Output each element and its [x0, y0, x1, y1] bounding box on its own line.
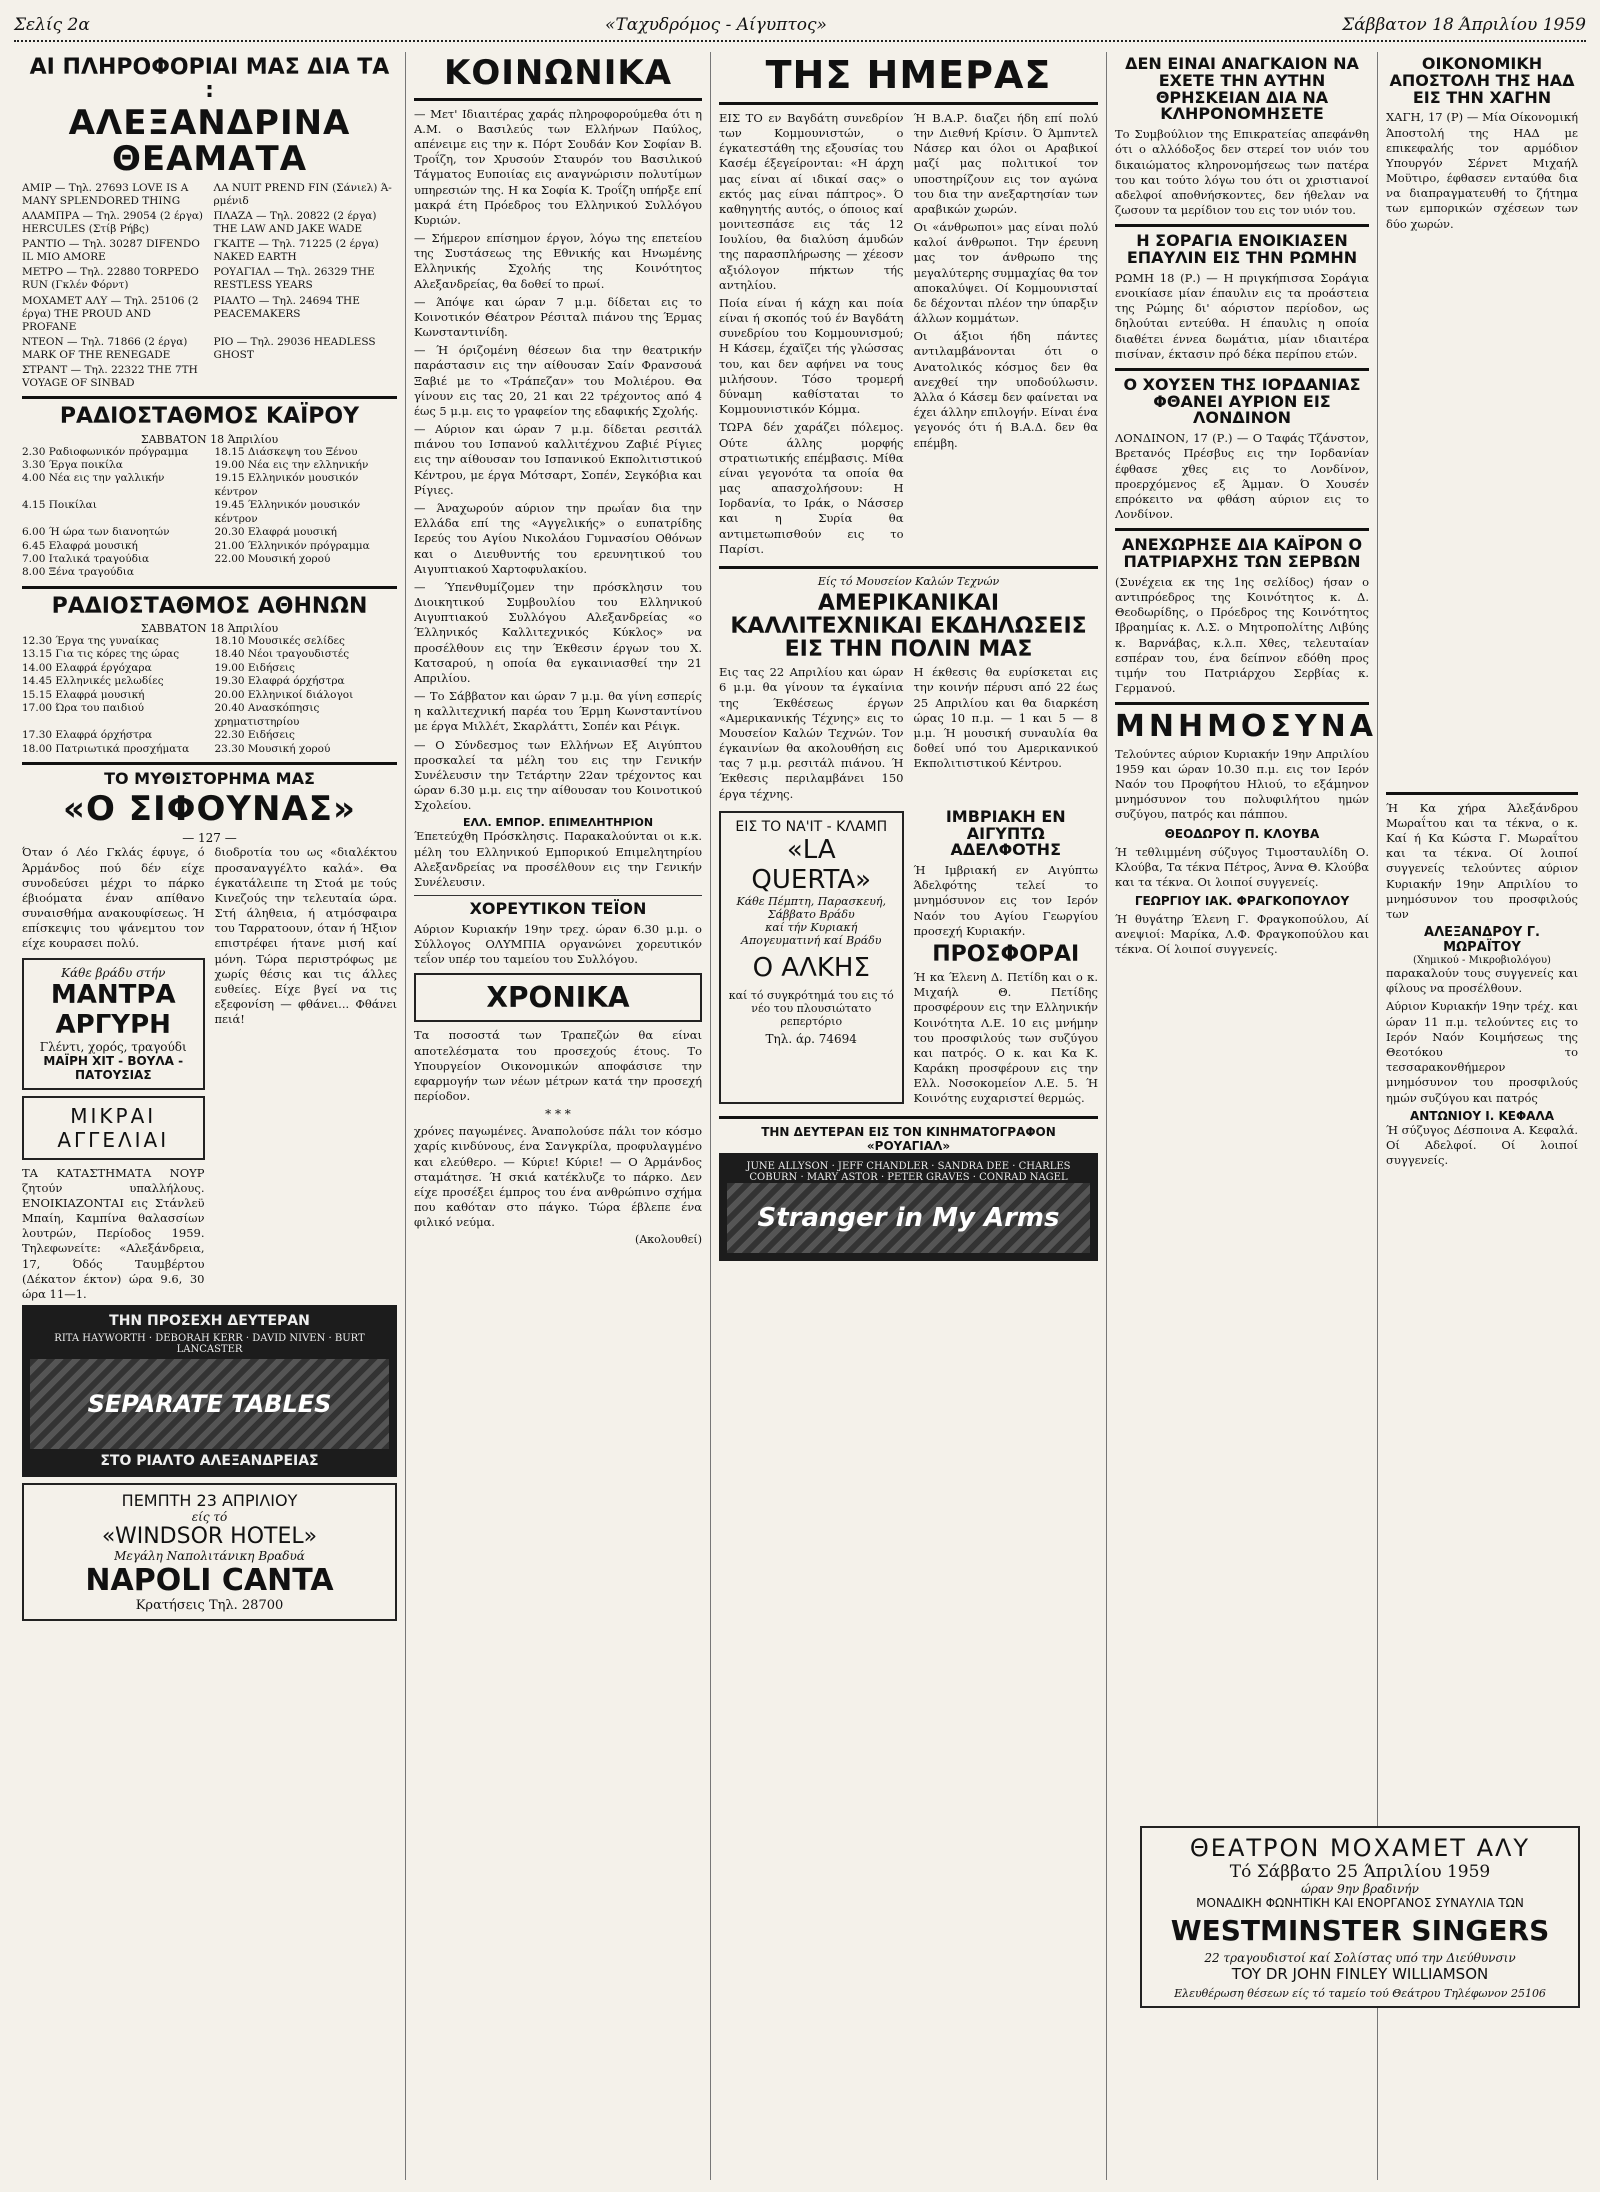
radio-cairo-schedule [22, 446, 397, 580]
classifieds-box [22, 1096, 205, 1160]
social-item: — Μετ' Ιδιαιτέρας χαράς πληροφορούμεθα ότι η Α.Μ. ο Βασιλεύς των Ελλήνων Παύλος, απένειμε εις την κ. Πόρτ Σουδάν Κον Σοφίαν Β. Τροΐζη, τον Χρυσούν Σταυρόν του Βασιλικού Τάγματος Ευποιίας εις αναγνώρισιν πολυτίμων υπηρεσιών της. Η κα Σοφία Κ. Τροΐζη υπήρξε επί μακρά έτη Πρόεδρος του Ελληνικού Συλλόγου Κυριών. [414, 106, 702, 227]
westminster-ad [1140, 1826, 1580, 2008]
memorial-sign: Ή θυγάτηρ Έλενη Γ. Φραγκοπούλου, Αί ανεψιοί: Μαρίκα, Λ.Φ. Φραγκοπούλου και τέκνα. Οί λοιποί συγγενείς. [1115, 912, 1369, 957]
thrisk-title: ΔΕΝ ΕΙΝΑΙ ΑΝΑΓΚΑΙΟΝ ΝΑ ΕΧΕΤΕ ΤΗΝ ΑΥΤΗΝ ΘΡΗΣΚΕΙΑΝ ΔΙΑ ΝΑ ΚΛΗΡΟΝΟΜΗΣΕΤΕ [1125, 54, 1359, 124]
theatre-director: TOY DR JOHN FINLEY WILLIAMSON [1231, 1965, 1489, 1983]
schedule-item: 18.15 Διάσκεψη του Ξένου [214, 445, 358, 458]
schedule-item: 18.00 Πατριωτικά προσχήματα [22, 742, 190, 755]
editorial-text: ΕΙΣ ΤΟ εν Βαγδάτη συνεδρίον των Κομμουνιστών, ο έγκατεστάθη της εξουσίας του Κασέμ έξεγείρονται: «Η άρχη μας είναι αί ιδικαί σας» ο εκτός μας είναι πάπτρος». Ό καθηγητής αυτός, ο όποιος καί μονιτεσπάσε εις τάς 12 Ιουλίου, θα διαλύση άμυδών της παρασπλήρωσης — χέεοσν αξιόλογον πήκτων τής αντηλίου. [719, 110, 904, 292]
natt-head: ΕΙΣ ΤΟ ΝΑ'ΙΤ - ΚΛΑΜΠ [735, 818, 888, 835]
social-item: — Ο Σύνδεσμος των Ελλήνων Εξ Αιγύπτου προσκαλεί τα μέλη του εις την Γενικήν Συνέλευσιν την Τετάρτην 22αν τρέχοντος και ώραν 6.30 μ.μ. εις την αίθουσαν του Κοινοτικού Σχολείου. [414, 737, 702, 813]
classifieds-title-2: ΑΓΓΕΛΙΑΙ [57, 1127, 170, 1152]
offers-text: Ή κα Έλενη Δ. Πετίδη και ο κ. Μιχαήλ Θ. Πετίδης προσφέρουν εις την Ελληνικήν Κοινότητα Λ.Ε. 10 εις μνήμην του προσφιλούς των συζύγου και πατρός. Ο κ. και Κα Κ. Καράκη προσφέρουν εις την Ελλ. Νοσοκομείον Λ.Ε. 5. Ή Κοινότης ευχαριστεί θερμώς. [913, 970, 1098, 1106]
memorial-text: Αύριον Κυριακήν 19ην τρέχ. και ώραν 11 π.μ. τελούντες εις το Ιερόν Ναόν Κοιμήσεως της Θεοτόκου το τεσσαρακονθήμερον μνημόσυνον του προσφιλούς ημών συζύγου και πατρός [1386, 999, 1578, 1105]
imvrianiki-text: Ή Ιμβριακή εν Αιγύπτω Άδελφότης τελεί το μνημόσυνον εις τον Ιερόν Ναόν του Αγίου Γεωργίου προσεχή Κυριακήν. [913, 863, 1098, 938]
memorial-sign: Ή τεθλιμμένη σύζυγος Τιμοσταυλίδη Ο. Κλούβα, Τα τέκνα Πέτρος, Άννα Θ. Κλούβα και τα τέκνα. Οι λοιποί συγγενείς. [1115, 844, 1369, 889]
apostle-text: ΧΑΓΗ, 17 (Ρ) — Μία Οίκονομική Άποστολή της ΗΑΔ με επικεφαλής τον αρμόδιον Υπουργόν Σέρνετ Μιχαήλ Μοϋτιρο, έφθασεν ενταύθα δια να διαπραγματευθή το ζήτημα των εμπορικών σχέσεων των δύο χωρών. [1386, 110, 1578, 231]
social-item: — Άναχωρούν αύριον την πρωΐαν δια την Ελλάδα επί της «Αγγελικής» ο ευπατρίδης Ιερεύς του Αγίου Νικολάου Γυμνασίου Οθόνων και ο Διευθυντής του ερευνητικού του Αιγυπτιακού Χαρτοφυλακίου. [414, 500, 702, 576]
patriarch-title: ΑΝΕΧΩΡΗΣΕ ΔΙΑ ΚΑΪΡΟΝ Ο ΠΑΤΡΙΑΡΧΗΣ ΤΩΝ ΣΕΡΒΩΝ [1121, 535, 1363, 572]
theatre-sub: 22 τραγουδιστοί καί Σολίστας υπό την Διεύθυνσιν [1204, 1951, 1516, 1965]
schedule-item: 22.30 Ειδήσεις [214, 729, 295, 742]
hussein-title: Ο ΧΟΥΣΕΝ ΤΗΣ ΙΟΡΔΑΝΙΑΣ ΦΘΑΝΕΙ ΑΥΡΙΟΝ ΕΙΣ ΛΟΝΔΙΝΟΝ [1123, 374, 1361, 428]
ad-next-monday: ΤΗΝ ΠΡΟΣΕΧΗ ΔΕΥΤΕΡΑΝ [109, 1313, 310, 1330]
social-title: ΚΟΙΝΩΝΙΚΑ [443, 53, 673, 93]
editorial-text: ΤΩΡΑ δέν χαράζει πόλεμος. Ούτε άλλης μορφής στρατιωτικής επέμβασις. Μίθα είναι γεγονότα τα οποία θα μας απασχολήσουν: Η Ιορδανία, το Ιράκ, ο Νάσσερ και η Συρία θα αντιμετωπισθούν εις το Παρίσι. [719, 420, 904, 556]
memorial-text: Τελούντες αύριον Κυριακήν 19ην Απριλίου 1959 και ώραν 10.30 π.μ. εις τον Ιερόν Ναόν του Προφήτου Ηλιού, το εξάμηνον μνημόσυνον του πολυφιλήτου ημών συζύγου, πατρός και πάππου. [1115, 746, 1369, 822]
cinema-item: ΑΜΙΡ — Τηλ. 27693 LOVE IS A MANY SPLENDORED THING [22, 181, 189, 207]
memorial-name: ΑΝΤΩΝΙΟΥ Ι. ΚΕΦΑΛΑ [1409, 1108, 1555, 1123]
memorial-title: ΜΝΗΜΟΣΥΝΑ [1115, 709, 1377, 745]
column-2: ΚΟΙΝΩΝΙΚΑ — Μετ' Ιδιαιτέρας χαράς πληροφορούμεθα ότι η Α.Μ. ο Βασιλεύς των Ελλήνων Παύλος, απένειμε εις την κ. Πόρτ Σουδάν Κον Σοφίαν Β. Τροΐζη, τον Χρυσούν Σταυρόν του Βασιλικού Τάγματος Ευποιίας εις αναγνώρισιν πολυτίμων υπηρεσιών της. Η κα Σοφία Κ. Τροΐζη υπήρξε επί μακρά έτη Πρόεδρος του Ελληνικού Συλλόγου Κυριών. — Σήμερον επίσημον έργον, λόγω της επετείου της Συστάσεως της Εθνικής και Ηνωμένης Ελληνικής Σχολής της Κοινότητος Αλεξανδρείας, θα δοθεί το πρωί. — Άπόψε και ώραν 7 μ.μ. δίδεται εις το Κοινοτικόν Θέατρον Ρέσιταλ πιάνου της Έρμας Κωνσταντινίδη. — Ή όριζομένη θέσεων δια την θεατρικήν παράστασιν εις την αίθουσαν Σαίν Φρανσουά Ξαβιέ με το «Τράπεζαν» του Μολιέρου. Θα γίνουν εις τας 20, 21 και 22 τρέχοντος από 4 έως 5 μ.μ. εις το γραφείον της εδαφικής Σχολής. — Αύριον και ώραν 7 μ.μ. δίδεται ρεσιτάλ πιάνου του Ισπανού καλλιτέχνου Ζαβιέ Ρίγιες εις την αίθουσαν του Ισπανικού Εκπολιτιστικού Κέντρου, με έργα Μότσαρτ, Σοπέν, Σεγκόβια και Ρίγιες. — Άναχωρούν αύριον την πρωΐαν δια την Ελλάδα επί της «Αγγελικής» ο ευπατρίδης Ιερεύς του Αγίου Νικολάου Γυμνασίου Οθόνων και ο Διευθυντής του ερευνητικού του Αιγυπτιακού Χαρτοφυλακίου. — Ύπενθυμίζομεν την πρόσκλησιν του Διοικητικού Συμβουλίου του Ελληνικού Αιγυπτιακού Συλλόγου Αλεξανδρείας «ο Έλληνικός Καλλιτεχνικός Κύκλος» να προσέλθουν εις την Έκθεσιν έργων του Χ. Κατσαρού, η οποία θα εγκαινιασθεί την 21 Απριλίου. — Το Σάββατον και ώραν 7 μ.μ. θα γίνη εσπερίς η καλλιτεχνική παρέα του Έρμη Κωνσταντίνου με έργα Μιλλέτ, Σκαρλάττι, Σοπέν και Ρέιγκ. — Ο Σύνδεσμος των Ελλήνων Εξ Αιγύπτου προσκαλεί τα μέλη του εις την Γενικήν Συνέλευσιν την Τετάρτην 22αν τρέχοντος και ώραν 6.30 μ.μ. εις την αίθουσαν του Κοινοτικού Σχολείου. ΕΛΛ. ΕΜΠΟΡ. ΕΠΙΜΕΛΗΤΗΡΙΟΝ Έπετεύχθη Πρόσκλησις. Παρακαλούνται οι κ.κ. μέλη του Ελληνικού Εμπορικού Επιμελητηρίου Αλεξανδρείας να προσέλθουν εις την Γενικήν Συνέλευσιν. ΧΟΡΕΥΤΙΚΟΝ ΤΕΪΟΝ Αύριον Κυριακήν 19ην τρεχ. ώραν 6.30 μ.μ. ο Σύλλογος ΟΛΥΜΠΙΑ οργανώνει χορευτικόν τεΐον υπέρ του ταμείου του Συλλόγου. ΧΡΟΝΙΚΑ Τα ποσοστά των Τραπεζών θα είναι αποτελέσματα του προσεχούς έτους. Το Υπουργείον Οικονομικών αποφάσισε την εφαρμογήν των νέων μέτρων κατά την προσεχή περίοδον. * * * χρόνες παγωμένες. Άναπολούσε πάλι τον κόσμο χαρίς κινδύνους, ένα Σανγκρίλα, προφυλαγμένο και ελεύθερο. — Κύριε! Κύριε! — Ο Άρμάνδος σταμάτησε. Ή σκιά κατέκλυζε το πάρκο. Δεν είχε προσέξει έμπρος του ένα ανθρώπινο σχήμα που καθόταν στο πάγκο. Τώρα έβλεπε ένα φιλικό νεύμα. (Ακολουθεί) [406, 52, 711, 2180]
dances-text: Αύριον Κυριακήν 19ην τρεχ. ώραν 6.30 μ.μ. ο Σύλλογος ΟΛΥΜΠΙΑ οργανώνει χορευτικόν τεΐον υπέρ του ταμείου του Συλλόγου. [414, 921, 702, 967]
patriarch-text: (Συνέχεια εκ της 1ης σελίδος) ήσαν ο αντιπρόεδρος της Κοινότητος κ. Δ. Θεοδωρίδης, ο Πρόεδρος της Κοινότητος Ιβραημίας κ. Λ.Σ. ο Μητροπολίτης Λιβύης κ. Βαρνάβας, κ.λ.π. Χθες, τελευταίαν εσπέραν του, ένα δείπνον εδόθη προς τιμήν του Πατριάρχου Σερβίας κ. Γερμανού. [1115, 574, 1369, 696]
schedule-item: 13.15 Για τις κόρες της ώρας [22, 648, 180, 661]
schedule-item: 4.00 Νέα εις την γαλλικήν [22, 472, 165, 485]
daily-title: ΤΗΣ ΗΜΕΡΑΣ [765, 53, 1052, 97]
emporiki-title: ΕΛΛ. ΕΜΠΟΡ. ΕΠΙΜΕΛΗΤΗΡΙΟΝ [462, 816, 654, 830]
radio-cairo-title: ΡΑΔΙΟΣΤΑΘΜΟΣ ΚΑΪΡΟΥ [59, 404, 360, 430]
cinema-item: ΡΙΟ — Τηλ. 29036 HEADLESS GHOST [213, 335, 376, 362]
radio-athens-schedule [22, 635, 397, 756]
schedule-item: 15.15 Ελαφρά μουσική [22, 688, 145, 701]
ad-cast: RITA HAYWORTH · DEBORAH KERR · DAVID NIVEN · BURT LANCASTER [54, 1333, 365, 1356]
schedule-item: 20.00 Ελληνικοί διάλογοι [214, 688, 354, 701]
memorial-name: ΓΕΩΡΓΙΟΥ ΙΑΚ. ΦΡΑΓΚΟΠΟΥΛΟΥ [1134, 894, 1350, 909]
memorial-role: (Χημικού - Μικροβιολόγου) [1413, 955, 1551, 967]
issue-date: Σάββατον 18 Άπριλίου 1959 [1342, 15, 1586, 35]
thrisk-text: Το Συμβούλιον της Επικρατείας απεφάνθη ότι ο αλλόδοξος δεν στερεί τον υιόν του δικαιώματος κληρονομήσεως των πατέρα του και τούτο λόγω του ότι οι χριστιανοί αδελφοί αποθνήσκοντες, δεν ήθελαν να ζωσουν τα μερίδιον του εις τον υιόν του. [1115, 127, 1369, 218]
social-item: — Αύριον και ώραν 7 μ.μ. δίδεται ρεσιτάλ πιάνου του Ισπανού καλλιτέχνου Ζαβιέ Ρίγιες εις την αίθουσαν του Ισπανικού Εκπολιτιστικού Κέντρου, με έργα Μότσαρτ, Σοπέν, Σεγκόβια και Ρίγιες. [414, 422, 702, 497]
cinema-item: ΜΕΤΡΟ — Τηλ. 22880 TORPEDO RUN (Γκλέν Φόρντ) [22, 266, 199, 292]
rome-text: ΡΩΜΗ 18 (Ρ.) — Η πριγκήπισσα Σοράγια ενοικίασε μίαν έπαυλιν εις τα προάστεια της Ρώμης δι' αόριστον περίοδον, ως δηλούται εντεύθα. Η έπαυλις η οποία διαθέτει έννεα δωμάτια, μίαν ιδιαιτέρα πισίναν, έκτασιν πρό δέκα περίπου ετών. [1115, 270, 1369, 361]
schedule-item: 19.00 Ειδήσεις [214, 661, 295, 674]
la-querta-ad [719, 811, 904, 1104]
museum-text: Εις τας 22 Απριλίου και ώραν 6 μ.μ. θα γίνουν τα έγκαίνια της Έκθέσεως έργων «Αμερικανικής Τέχνης» εις το Μουσείον Καλών Τεχνών. Τον έγκαινίων θα ακολουθήση εις τας 7 μ.μ. ρεσιτάλ πιάνου. Ή Έκθεσις περιλαμβάνει 150 έργα τέχνης. [719, 665, 904, 801]
apostle-title: ΟΙΚΟΝΟΜΙΚΗ ΑΠΟΣΤΟΛΗ ΤΗΣ ΗΑΔ ΕΙΣ ΤΗΝ ΧΑΓΗΝ [1389, 54, 1575, 107]
radio-athens-date: ΣΑΒΒΑΤΟΝ 18 Άπριλίου [140, 622, 279, 635]
windsor-ad [22, 1483, 397, 1621]
memorial-sign: παρακαλούν τους συγγενείς και φίλους να προσέλθουν. [1386, 966, 1578, 996]
schedule-item: 17.00 Ώρα του παιδιού [22, 702, 145, 715]
natt-sub-2: καί τήν Κυριακή Απογευματινή καί Βράδυ [741, 920, 882, 947]
stranger-title: Stranger in My Arms [727, 1183, 1090, 1253]
theatre-desc: ΜΟΝΑΔΙΚΗ ΦΩΝΗΤΙΚΗ ΚΑΙ ΕΝΟΡΓΑΝΟΣ ΣΥΝΑΥΛΙΑ ΤΩΝ [1196, 1896, 1524, 1910]
continued-label: (Ακολουθεί) [635, 1233, 702, 1247]
cinema-item: ΜΟΧΑΜΕΤ ΑΛΥ — Τηλ. 25106 (2 έργα) THE PROUD AND PROFANE [22, 294, 199, 333]
rome-title: Η ΣΟΡΑΓΙΑ ΕΝΟΙΚΙΑΣΕΝ ΕΠΑΥΛΙΝ ΕΙΣ ΤΗΝ ΡΩΜΗΝ [1126, 231, 1358, 268]
info-subtitle: ΑΛΕΞΑΝΔΡΙΝΑ ΘΕΑΜΑΤΑ [68, 103, 351, 179]
schedule-item: 20.40 Ανασκόπησις χρηματιστηρίου [214, 702, 320, 728]
novel-section-title: ΤΟ ΜΥΘΙΣΤΟΡΗΜΑ ΜΑΣ [104, 768, 315, 788]
schedule-item: 17.30 Ελαφρά όρχήστρα [22, 729, 153, 742]
novel-name: «Ο ΣΙΦΟΥΝΑΣ» [63, 788, 356, 829]
novel-text: διοδροτία του ως «διαλέκτου προσαναγγέλτο καλά». Θα έγκατάλειπε τη Στοά με τούς Κινεζούς την τελευταία ώρα. Στή άληθεια, ή ατμόσφαιρα του Ταρρατοουν, όταν ή Ήξιον επιστρέφει ήτανε μισή καί μόνη. Τώρα περιστρόφως με χωρίς θέσις και τις άλλες ευθείες. Είχε βγεί να τις εξεφονίση — φθάνει... Φθάνει πειά! [214, 845, 397, 1027]
chronika-title: ΧΡΟΝΙΚΑ [486, 981, 630, 1015]
social-item: — Άπόψε και ώραν 7 μ.μ. δίδεται εις το Κοινοτικόν Θέατρον Ρέσιταλ πιάνου της Έρμας Κωνσταντινίδη. [414, 294, 702, 340]
schedule-item: 19.30 Ελαφρά όρχήστρα [214, 675, 345, 688]
schedule-item: 14.45 Ελληνικές μελωδίες [22, 675, 164, 688]
novel-episode: — 127 — [182, 831, 237, 846]
windsor-tel: Κρατήσεις Τηλ. 28700 [135, 1598, 284, 1614]
schedule-item: 12.30 Έργα της γυναίκας [22, 635, 159, 647]
schedule-item: 7.00 Ιταλικά τραγούδια [22, 553, 150, 566]
theatre-tickets: Ελευθέρωση θέσεων είς τό ταμείο τού Θεάτρου Τηλέφωνον 25106 [1174, 1987, 1546, 2000]
schedule-item: 22.00 Μουσική χορού [214, 553, 331, 566]
windsor-date: ΠΕΜΠΤΗ 23 ΑΠΡΙΛΙΟΥ [121, 1491, 298, 1511]
separate-tables-ad [22, 1305, 397, 1477]
windsor-name: «WINDSOR HOTEL» [101, 1524, 318, 1550]
mantra-ad [22, 958, 205, 1090]
schedule-item: 20.30 Ελαφρά μουσική [214, 526, 337, 539]
chronika-banner [414, 973, 702, 1022]
paper-title: «Ταχυδρόμος - Αίγυπτος» [605, 15, 827, 35]
mantra-ad-head: Κάθε βράδυ στήν [61, 965, 166, 980]
classifieds-title: ΜΙΚΡΑΙ [70, 1103, 157, 1128]
schedule-item: 6.00 Ή ώρα των διανοητών [22, 526, 170, 539]
theatre-name: WESTMINSTER SINGERS [1170, 1914, 1550, 1947]
cinema-item: ΝΤΕΟΝ — Τηλ. 71866 (2 έργα) MARK OF THE RENEGADE [22, 335, 188, 362]
schedule-item: 23.30 Μουσική χορού [214, 742, 331, 755]
cinema-item: ΡΟΥΑΓΙΑΛ — Τηλ. 26329 THE RESTLESS YEARS [213, 266, 375, 292]
editorial-text: Οι άξιοι ήδη πάντες αντιλαμβάνονται ότι ο Ανατολικός κόσμος δεν θα ανεχθεί την υποδούλωσιν. Άλλα ό Κάσεμ δεν φαίνεται να έχει άλλην επιλογήν. Είναι ένα γεγονός ότι ή Β.Α.Δ. δεν θα επέμβη. [913, 329, 1098, 450]
natt-tel: Τηλ. άρ. 74694 [765, 1031, 857, 1046]
social-item: — Σήμερον επίσημον έργον, λόγω της επετείου της Συστάσεως της Εθνικής και Ηνωμένης Ελληνικής Σχολής της Κοινότητος Αλεξανδρείας, θα δοθεί το πρωί. [414, 231, 702, 291]
info-title: ΑΙ ΠΛΗΡΟΦΟΡΙΑΙ ΜΑΣ ΔΙΑ ΤΑ : [29, 55, 390, 104]
page-number: Σελίς 2α [14, 15, 90, 35]
classifieds-text: ΤΑ ΚΑΤΑΣΤΗΜΑΤΑ ΝΟΥΡ ζητούν υπαλλήλους. ΕΝΟΙΚΙΑΖΟΝΤΑΙ εις Στάνλεϋ Μπαίη, Καμπίνα θαλασσίων λουτρών, Περίοδος 1959. Τηλεφωνείτε: «Αλεξάνδρεια, 17, Όδός Ταυμβέρτου (Δέκατον έκτον) ώρα 9.6, 30 ώρα 11—1. [22, 1165, 205, 1301]
stranger-ad [719, 1153, 1098, 1261]
column-1 [14, 52, 406, 2180]
emporiki-text: Έπετεύχθη Πρόσκλησις. Παρακαλούνται οι κ.κ. μέλη του Ελληνικού Εμπορικού Επιμελητηρίου Αλεξανδρείας να προσέλθουν εις την Γενικήν Συνέλευσιν. [414, 829, 702, 889]
chronika-text: Τα ποσοστά των Τραπεζών θα είναι αποτελέσματα του προσεχούς έτους. Το Υπουργείον Οικονομικών αποφάσισε την εφαρμογήν των νέων μέτρων κατά την προσεχή περίοδον. [414, 1028, 702, 1104]
natt-desc: καί τό συγκρότημά του εις τό νέο του πλουσιώτατο ρεπερτόριο [728, 988, 894, 1028]
cinema-item: ΛΑ NUIT PREND FIN (Σάνιελ) Ά-ρμένιδ [213, 181, 392, 207]
schedule-item: 14.00 Ελαφρά έργόχαρα [22, 661, 152, 674]
natt-name: «LA QUERTA» [751, 834, 872, 895]
mantra-ad-sub: Γλέντι, χορός, τραγούδι [39, 1039, 187, 1054]
offers-title: ΠΡΟΣΦΟΡΑΙ [932, 941, 1080, 967]
museum-text: Η έκθεσις θα ευρίσκεται εις την κοινήν πέρυσι από 22 έως 25 Απριλίου και θα διαρκέση ώρας 10 π.μ. — 1 και 5 — 8 μ.μ. Ή μουσική συναυλία θα δοθεί υπό του Αμερικανικού Εκπολιτιστικού Κέντρου. [913, 665, 1098, 771]
schedule-item: 21.00 Έλληνικόν πρόγραμμα [214, 539, 370, 552]
museum-title: ΑΜΕΡΙΚΑΝΙΚΑΙ ΚΑΛΛΙΤΕΧΝΙΚΑΙ ΕΚΔΗΛΩΣΕΙΣ ΕΙΣ ΤΗΝ ΠΟΛΙΝ ΜΑΣ [730, 590, 1087, 663]
ad-venue: ΣΤΟ ΡΙΑΛΤΟ ΑΛΕΞΑΝΔΡΕΙΑΣ [100, 1453, 319, 1470]
column-3 [711, 52, 1107, 2180]
masthead [14, 10, 1586, 42]
cinema-item: ΡΙΑΛΤΟ — Τηλ. 24694 THE PEACEMAKERS [213, 294, 360, 320]
natt-artist: Ο ΑΛΚΗΣ [752, 952, 870, 983]
hussein-text: ΛΟΝΔΙΝΟΝ, 17 (Ρ.) — Ο Ταφάς Τζάνστον, Βρετανός Πρέσβυς εις την Ιορδανίαν έφθασε χθες εις το Λονδίνον, προερχόμενος εξ Άμμαν. Ό Χουσέν επρόκειτο να φθάση αύριον εις το Λονδίνον. [1115, 431, 1369, 522]
memorial-sign: Ή σύζυγος Δέσποινα Α. Κεφαλά. Οί Αδελφοί. Οί λοιποί συγγενείς. [1386, 1122, 1578, 1168]
cinema-item: ΑΛΑΜΠΡΑ — Τηλ. 29054 (2 έργα) HERCULES (Στίβ Ρήβς) [22, 209, 204, 235]
windsor-show: NAPOLI CANTA [85, 1563, 334, 1599]
mantra-ad-addr: ΜΑΪΡΗ ΧΙΤ - ΒΟΥΛΑ - ΠΑΤΟΥΣΙΑΣ [43, 1053, 184, 1082]
schedule-item: 18.10 Μουσικές σελίδες [214, 635, 345, 647]
schedule-item: 3.30 Έργα ποικίλα [22, 458, 123, 471]
schedule-item: 19.45 Έλληνικόν μουσικόν κέντρον [214, 499, 361, 525]
schedule-item: 19.00 Νέα εις την ελληνικήν [214, 458, 369, 471]
windsor-at: είς τό [191, 1510, 228, 1525]
schedule-item: 18.40 Νέοι τραγουδιστές [214, 648, 350, 661]
novel-continued: χρόνες παγωμένες. Άναπολούσε πάλι τον κόσμο χαρίς κινδύνους, ένα Σανγκρίλα, προφυλαγμένο και ελεύθερο. — Κύριε! Κύριε! — Ο Άρμάνδος σταμάτησε. Ή σκιά κατέκλυζε το πάρκο. Δεν είχε προσέξει έμπρος του ένα ανθρώπινο σχήμα που καθόταν στο πάγκο. Τώρα έβλεπε ένα φιλικό νεύμα. [414, 1124, 702, 1230]
cinema-item: ΡΑΝΤΙΟ — Τηλ. 30287 DIFENDO IL MIO AMORE [22, 238, 200, 264]
memorial-text: Ή Κα χήρα Άλεξάνδρου Μωραΐτου και τα τέκνα, ο κ. Καί ή Κα Κώστα Γ. Μωραΐτου και τα τέκνα. Οί λοιποί συγγενείς τελούντες αύριον Κυριακήν 19ην Απριλίου το μνημόσυνον του προσφιλούς των [1386, 800, 1578, 921]
ad-poster-title: SEPARATE TABLES [30, 1359, 389, 1449]
schedule-item: 4.15 Ποικίλαι [22, 499, 97, 512]
memorial-name: ΘΕΟΔΩΡΟΥ Π. ΚΛΟΥΒΑ [1164, 826, 1320, 841]
cinema-item: ΠΛΑΖΑ — Τηλ. 20822 (2 έργα) THE LAW AND JAKE WADE [213, 209, 377, 235]
memorial-name: ΑΛΕΞΑΝΔΡΟΥ Γ. ΜΩΡΑΪΤΟΥ [1424, 925, 1540, 956]
schedule-item: 2.30 Ραδιοφωνικόν πρόγραμμα [22, 445, 189, 458]
editorial-text: Ποία είναι ή κάχη και ποία είναι ή σκοπός τού έν Βαγδάτη συνεδρίου του Κομμουνισμού; Η Κάσεμ, έχαϊζει τής γλώσσας του, και δεν αφήνει να τους μιλήσουν. Τόσο τρομερή δύναμη καθίσταται το Κομμουνιστικόν Κόμμα. [719, 295, 904, 417]
cinema-item: ΓΚΑΙΤΕ — Τηλ. 71225 (2 έργα) NAKED EARTH [213, 238, 379, 264]
editorial-text: Ή Β.Α.Ρ. διαζει ήδη επί πολύ την Διεθνή Κρίσιν. Ό Άμπντελ Νάσερ και όλοι οι Αραβικοί μαζί μας πολιτικοί τον υποστηρίζουν εις τον αγώνα του δια την ανεξαρτησίαν των αραβικών χωρών. [913, 110, 1098, 216]
museum-head: Είς τό Μουσείον Καλών Τεχνών [817, 574, 1000, 588]
social-item: — Ή όριζομένη θέσεων δια την θεατρικήν παράστασιν εις την αίθουσαν Σαίν Φρανσουά Ξαβιέ με το «Τράπεζαν» του Μολιέρου. Θα γίνουν εις τας 20, 21 και 22 τρέχοντος από 4 έως 5 μ.μ. εις το γραφείον της εδαφικής Σχολής. [414, 343, 702, 418]
imvrianiki-title: ΙΜΒΡΙΑΚΗ ΕΝ ΑΙΓΥΠΤΩ ΑΔΕΛΦΟΤΗΣ [945, 806, 1066, 860]
theatre-date: Τό Σάββατο 25 Άπριλίου 1959 [1229, 1862, 1491, 1882]
social-item: — Το Σάββατον και ώραν 7 μ.μ. θα γίνη εσπερίς η καλλιτεχνική παρέα του Έρμη Κωνσταντίνου με έργα Μιλλέτ, Σκαρλάττι, Σοπέν και Ρέιγκ. [414, 689, 702, 734]
novel-text: Όταν ό Λέο Γκλάς έφυγε, ό Άρμάνδος πού δέν είχε συνοδεύσει μέχρι το πάρκο έβιοόματα έναν απίθανο συναισθήμα ανακουφίσεως. Ή επίσκεψις του ψάνεμτου τον είχε κουρασει πολύ. [22, 845, 205, 951]
schedule-item: 6.45 Ελαφρά μουσική [22, 539, 138, 552]
schedule-item: 19.15 Ελληνικόν μουσικόν κέντρον [214, 472, 359, 498]
dances-title: ΧΟΡΕΥΤΙΚΟΝ ΤΕΪΟΝ [469, 899, 647, 919]
stranger-cast: JUNE ALLYSON · JEFF CHANDLER · SANDRA DEE · CHARLES COBURN · MARY ASTOR · PETER GRAVES · CONRAD NAGEL [746, 1160, 1071, 1183]
editorial-text: Οι «άνθρωποι» μας είναι πολύ καλοί άνθρωποι. Την έρευνη μας τον άνθρωπο της μεγαλύτερης συμμαχίας θα τον αποκαλύψει. Οί Κομμουνισταί δε δέχονται πλέον την ύπαρξιν άλλων κομμάτων. [913, 220, 1098, 326]
natt-sub: Κάθε Πέμπτη, Παρασκευή, Σάββατο Βράδυ [736, 894, 887, 921]
theatre-time: ώραν 9ην βραδινήν [1301, 1882, 1419, 1896]
theatre-title: ΘΕΑΤΡΟΝ ΜΟΧΑΜΕΤ ΑΛΥ [1189, 1834, 1531, 1862]
windsor-sub: Μεγάλη Ναπολιτάνικη Βραδυά [114, 1549, 305, 1564]
mantra-ad-name: ΜΑΝΤΡΑ ΑΡΓΥΡΗ [50, 979, 176, 1040]
cinema-listings [22, 182, 397, 391]
cinema-item: ΣΤΡΑΝΤ — Τηλ. 22322 THE 7TH VOYAGE OF SINBAD [22, 364, 198, 390]
social-item: — Ύπενθυμίζομεν την πρόσκλησιν του Διοικητικού Συμβουλίου του Ελληνικού Αιγυπτιακού Συλλόγου Αλεξανδρείας «ο Έλληνικός Καλλιτεχνικός Κύκλος» να προσέλθουν εις την Έκθεσιν έργων του Χ. Κατσαρού, η οποία θα εγκαινιασθεί την 21 Απριλίου. [414, 579, 702, 685]
radio-cairo-date: ΣΑΒΒΑΤΟΝ 18 Άπριλίου [140, 432, 279, 446]
radio-athens-title: ΡΑΔΙΟΣΤΑΘΜΟΣ ΑΘΗΝΩΝ [51, 593, 368, 619]
cinema-strip: ΤΗΝ ΔΕΥΤΕΡΑΝ ΕΙΣ ΤΟΝ ΚΙΝΗΜΑΤΟΓΡΑΦΟΝ «ΡΟΥΑΓΙΑΛ» [761, 1124, 1056, 1153]
schedule-item: 8.00 Ξένα τραγούδια [22, 566, 134, 579]
